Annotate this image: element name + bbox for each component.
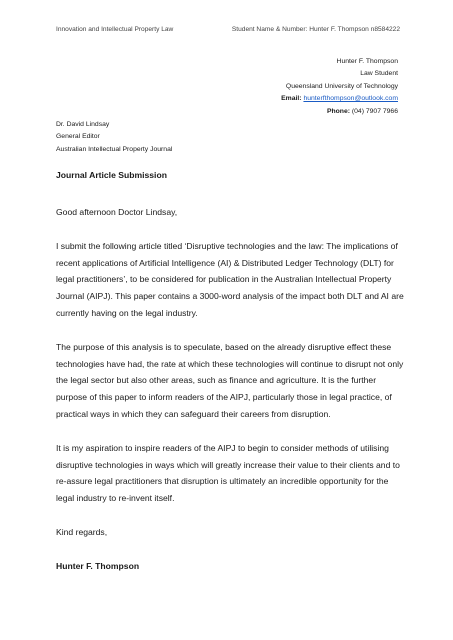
letter-body [56, 204, 406, 592]
email-label: Email: [281, 95, 302, 103]
header-student-info: Student Name & Number: Hunter F. Thompson n8584222 [231, 26, 400, 33]
phone-label: Phone: [326, 107, 350, 115]
paragraph-3: It is my aspiration to inspire readers of the AIPJ to begin to consider methods of utilising disruptive technologies in ways which will greatly increase their value to their clients and to re-assure legal practitioners that disruption is ultimately an incredible opportunity for the legal industry to re-invent itself. [56, 442, 400, 504]
header-course-title: Innovation and Intellectual Property Law [56, 26, 174, 33]
sender-name: Hunter F. Thompson [336, 58, 398, 65]
paragraph-2: The purpose of this analysis is to speculate, based on the already disruptive effect these technologies have had, the rate at which these technologies will continue to disrupt not only the legal sector but also other areas, such as finance and agriculture. It is the further purpose of this paper to inform readers of the AIPJ, particularly those in legal practice, of practical ways in which they can safeguard their careers from disruption. [56, 341, 404, 419]
closing: Kind regards, [56, 526, 108, 537]
sender-phone-line [281, 106, 398, 118]
recipient-name: Dr. David Lindsay [56, 121, 110, 128]
sender-block [281, 56, 398, 118]
signature: Hunter F. Thompson [56, 560, 140, 571]
recipient-block [56, 119, 172, 156]
email-link[interactable]: hunterfthompson@outlook.com [303, 95, 398, 103]
recipient-publication: Australian Intellectual Property Journal [56, 145, 173, 153]
paragraph-1: I submit the following article titled ‘Disruptive technologies and the law: The implications of recent applications of Artificial Intelligence (AI) & Distributed Ledger Technology (DLT) for legal practitioners’, to be considered for publication in the Australian Intellectual Property Journal (AIPJ). This paper contains a 3000-word analysis of the impact both DLT and AI are currently having on the legal industry. [56, 240, 404, 318]
sender-institution: Queensland University of Technology [285, 82, 398, 90]
subject-heading: Journal Article Submission [56, 170, 167, 180]
sender-role: Law Student [360, 70, 398, 78]
recipient-role: General Editor [56, 133, 100, 141]
greeting: Good afternoon Doctor Lindsay, [56, 207, 178, 217]
sender-email-line [281, 93, 398, 105]
phone-number: (04) 7907 7966 [351, 107, 398, 115]
